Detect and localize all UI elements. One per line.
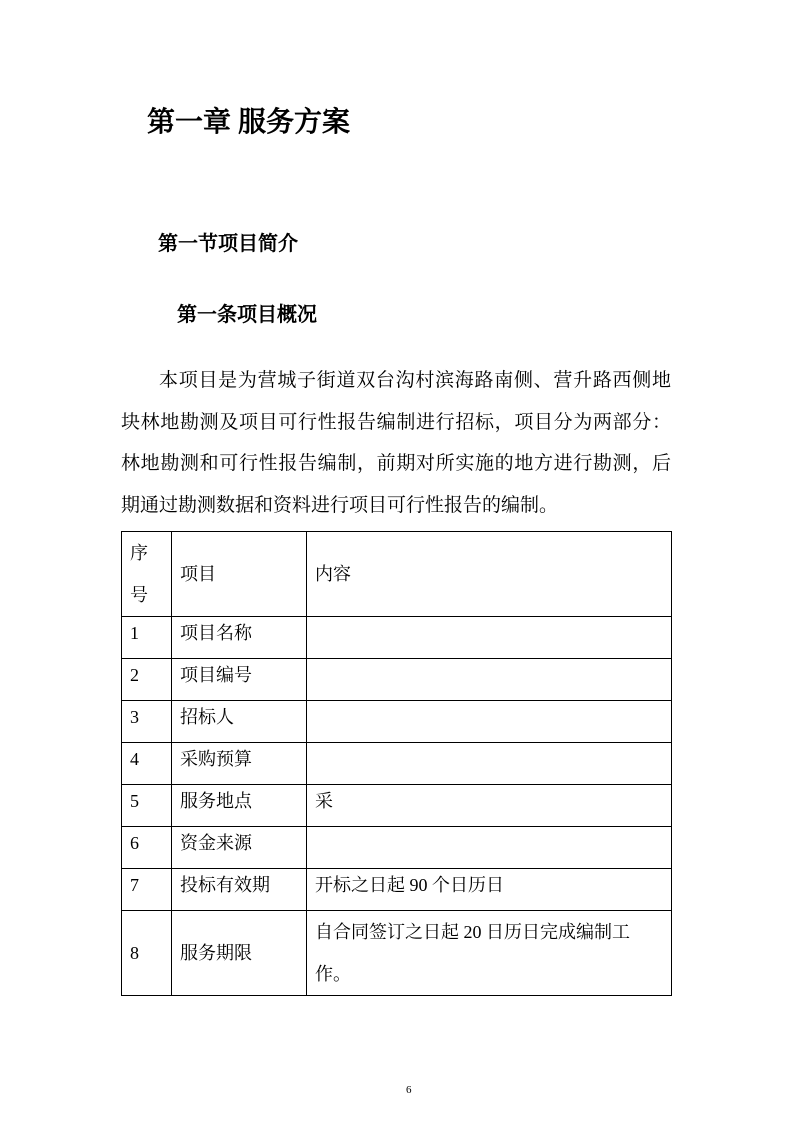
cell-content: 开标之日起 90 个日历日 [307,869,672,911]
article-title: 第一条项目概况 [177,304,317,326]
cell-item: 服务地点 [172,785,307,827]
cell-item: 采购预算 [172,743,307,785]
cell-no: 2 [122,659,172,701]
header-no [122,532,172,617]
cell-no: 1 [122,617,172,659]
cell-no: 7 [122,869,172,911]
cell-content [307,827,672,869]
header-no-line1: 序 [130,543,148,563]
cell-no: 8 [122,911,172,996]
table-row [122,659,672,701]
cell-no: 3 [122,701,172,743]
table-row [122,785,672,827]
table-row [122,617,672,659]
cell-content [307,743,672,785]
cell-item: 资金来源 [172,827,307,869]
cell-item: 项目名称 [172,617,307,659]
chapter-title: 第一章 服务方案 [147,107,351,138]
cell-content [307,659,672,701]
table-row [122,911,672,996]
cell-content [307,701,672,743]
cell-no: 5 [122,785,172,827]
cell-content [307,617,672,659]
section-title: 第一节项目简介 [158,233,298,255]
header-content: 内容 [307,532,672,617]
cell-content: 采 [307,785,672,827]
table-header-row [122,532,672,617]
header-item: 项目 [172,532,307,617]
cell-item: 项目编号 [172,659,307,701]
page-number: 6 [406,1084,412,1096]
project-info-table [121,531,672,996]
cell-content: 自合同签订之日起 20 日历日完成编制工作。 [307,911,672,996]
cell-item: 招标人 [172,701,307,743]
cell-item: 投标有效期 [172,869,307,911]
table-row [122,743,672,785]
header-no-line2: 号 [130,585,148,605]
cell-no: 4 [122,743,172,785]
table-row [122,827,672,869]
table-row [122,701,672,743]
cell-item: 服务期限 [172,911,307,996]
table-row [122,869,672,911]
body-paragraph: 本项目是为营城子街道双台沟村滨海路南侧、营升路西侧地块林地勘测及项目可行性报告编制进行招标，项目分为两部分：林地勘测和可行性报告编制，前期对所实施的地方进行勘测，后期通过勘测数据和资料进行项目可行性报告的编制。 [121,370,671,517]
cell-no: 6 [122,827,172,869]
